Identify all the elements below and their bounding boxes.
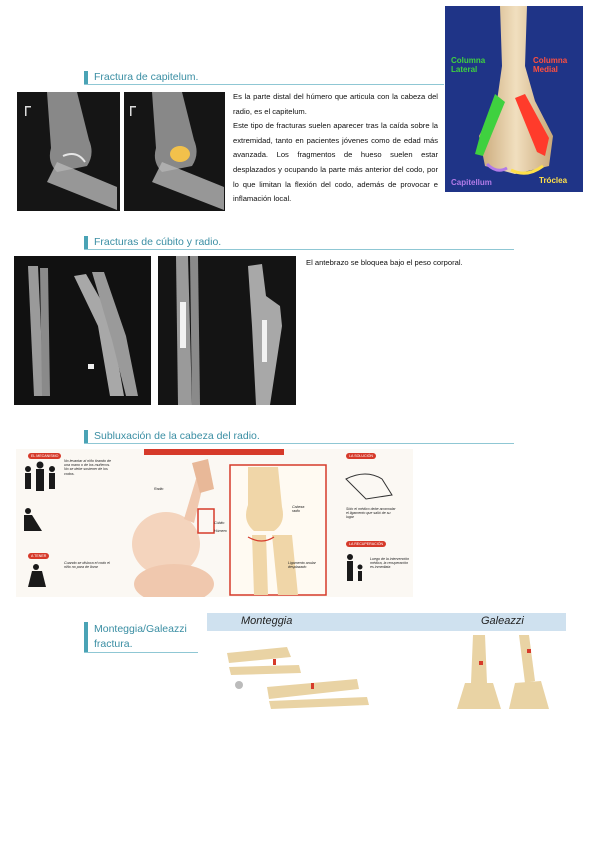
section-divider (84, 84, 444, 85)
label-columna-lateral: Columna Lateral (451, 56, 486, 74)
forearm-plates-graphic (158, 256, 296, 405)
forearm-fracture-graphic (14, 256, 151, 405)
monteggia-figure (207, 613, 429, 713)
elbow-xray-highlighted-image (124, 92, 225, 211)
capitelum-description (233, 90, 438, 207)
label-ligamento: Ligamento anular desplazado (288, 561, 316, 570)
label-troclea: Tróclea (539, 176, 568, 185)
label-columna-medial: Columna Medial (533, 56, 568, 74)
label-capitellum: Capitellum (451, 178, 492, 187)
monteggia-title: Monteggia (241, 615, 293, 627)
monteggia-graphic (207, 613, 429, 713)
forearm-fracture-xray (14, 256, 151, 405)
section-divider (84, 249, 514, 250)
cubito-radio-description: El antebrazo se bloquea bajo el peso corporal. (306, 258, 463, 267)
galeazzi-title: Galeazzi (481, 615, 524, 627)
elbow-xray-graphic (17, 92, 120, 211)
forearm-plates-xray (158, 256, 296, 405)
galeazzi-graphic (429, 613, 566, 713)
humerus-illustration (445, 6, 583, 192)
pill-el-mecanismo: EL MECANISMO (28, 453, 61, 459)
humerus-anatomy-figure (445, 6, 583, 192)
elbow-xray-highlighted-graphic (124, 92, 225, 211)
capitelum-paragraph-2: Este tipo de fracturas suelen aparecer tras la caída sobre la extremidad, tanto en pacientes jóvenes como de edad más avanzada. Los fragmentos de hueso suelen estar desplazados y ocupando la parte más anterior del codo, por lo que limitan la flexión del codo, además de provocar e inflamación local. (233, 121, 438, 204)
subluxation-infographic (16, 449, 413, 597)
section-title-capitelum: Fractura de capitelum. (84, 71, 198, 84)
section-title-cubito-radio: Fracturas de cúbito y radio. (84, 236, 221, 249)
label-humero: Húmero (214, 529, 227, 533)
pill-a-tener: A TENER (28, 553, 49, 559)
galeazzi-figure (429, 613, 566, 713)
pill-la-recuperacion: LA RECUPERACIÓN (346, 541, 386, 547)
text-la-recuperacion: Luego de la intervención médica, la recuperación es inmediata (370, 557, 410, 570)
capitelum-paragraph-1: Es la parte distal del húmero que articula con la cabeza del radio, es el capitelum. (233, 92, 438, 116)
section-title-subluxacion: Subluxación de la cabeza del radio. (84, 430, 260, 443)
text-mecanismo: No levantar al niño tirando de una mano o de los muñecos. No se debe sostener de los codos. (64, 459, 111, 476)
section-divider (84, 443, 514, 444)
label-radio: Radio (154, 487, 164, 491)
pill-la-solucion: LA SOLUCIÓN (346, 453, 376, 459)
label-cubito: Cúbito (214, 521, 225, 525)
text-la-solucion: Sólo el médico debe acomodar el ligamento que salió de su lugar (346, 507, 396, 520)
text-a-tener: Cuando se disloca el codo el niño no para de llorar (64, 561, 110, 570)
elbow-xray-image (17, 92, 120, 211)
section-title-monteggia-galeazzi: Monteggia/Galeazzi fractura. (84, 622, 204, 652)
label-cabeza-radio: Cabeza radio (292, 505, 305, 514)
section-divider (84, 652, 198, 653)
